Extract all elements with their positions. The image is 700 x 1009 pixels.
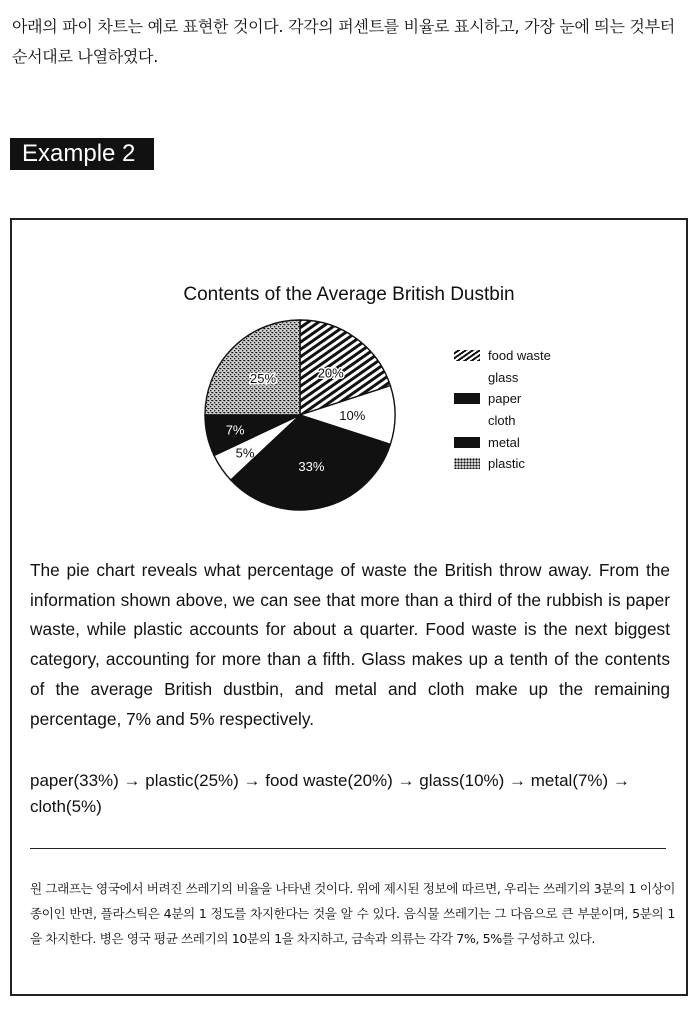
pie-chart — [12, 220, 686, 550]
legend-label: metal — [488, 434, 520, 450]
legend-item-plastic — [454, 453, 551, 475]
ranking-sequence: paper(33%) → plastic(25%) → food waste(20%) → glass(10%) → metal(7%) → cloth(5%) — [30, 771, 630, 816]
legend-label: food waste — [488, 348, 551, 364]
section-badge: Example 2 — [10, 138, 154, 170]
legend-swatch — [454, 393, 480, 404]
legend-item-paper — [454, 388, 551, 410]
legend-swatch — [454, 415, 480, 426]
legend-item-glass — [454, 367, 551, 389]
legend-label: glass — [488, 369, 519, 385]
chart-legend — [454, 345, 551, 475]
korean-translation: 원 그래프는 영국에서 버려진 쓰레기의 비율을 나타낸 것이다. 위에 제시된 정보에 따르면, 우리는 쓰레기의 3분의 1 이상이 종이인 반면, 플라스틱은 4분의 1 정도를 차지한다는 것을 알 수 있다. 음식물 쓰레기는 그 다음으로 큰 부분이며, 5분의 1을 차지한다. 병은 영국 평균 쓰레기의 10분의 1을 차지하고, 금속과 의류는 각각 7%, 5%를 구성하고 있다. — [30, 881, 675, 946]
description-paragraph: The pie chart reveals what percentage of waste the British throw away. From the information shown above, we can see that more than a third of the rubbish is paper waste, while plastic accounts for about a quarter. Food waste is the next biggest category, accounting for more than a fifth. Glass makes up a tenth of the contents of the average British dustbin, and metal and cloth make up the remaining percentage, 7% and 5% respectively. — [30, 560, 670, 729]
chart-title: Contents of the Average British Dustbin — [183, 284, 515, 305]
pie-label-paper: 33% — [298, 458, 325, 474]
legend-swatch — [454, 350, 480, 361]
intro-paragraph: 아래의 파이 차트는 예로 표현한 것이다. 각각의 퍼센트를 비율로 표시하고, 가장 눈에 띄는 것부터 순서대로 나열하였다. — [12, 17, 675, 66]
pie-label-glass: 10% — [339, 408, 366, 423]
pie-label-food-waste: 20% — [317, 365, 344, 381]
legend-item-cloth — [454, 410, 551, 432]
divider — [30, 848, 666, 849]
legend-item-metal — [454, 431, 551, 453]
legend-swatch — [454, 372, 480, 383]
legend-label: paper — [488, 391, 522, 407]
legend-swatch — [454, 437, 480, 448]
legend-swatch — [454, 458, 480, 469]
legend-item-food-waste — [454, 345, 551, 367]
pie-slice-plastic — [205, 320, 300, 415]
pie-label-metal: 7% — [225, 422, 245, 438]
pie-label-cloth: 5% — [235, 445, 255, 461]
pie-label-plastic: 25% — [250, 371, 277, 387]
example-box — [10, 218, 688, 996]
legend-label: cloth — [488, 413, 516, 429]
legend-label: plastic — [488, 456, 525, 472]
